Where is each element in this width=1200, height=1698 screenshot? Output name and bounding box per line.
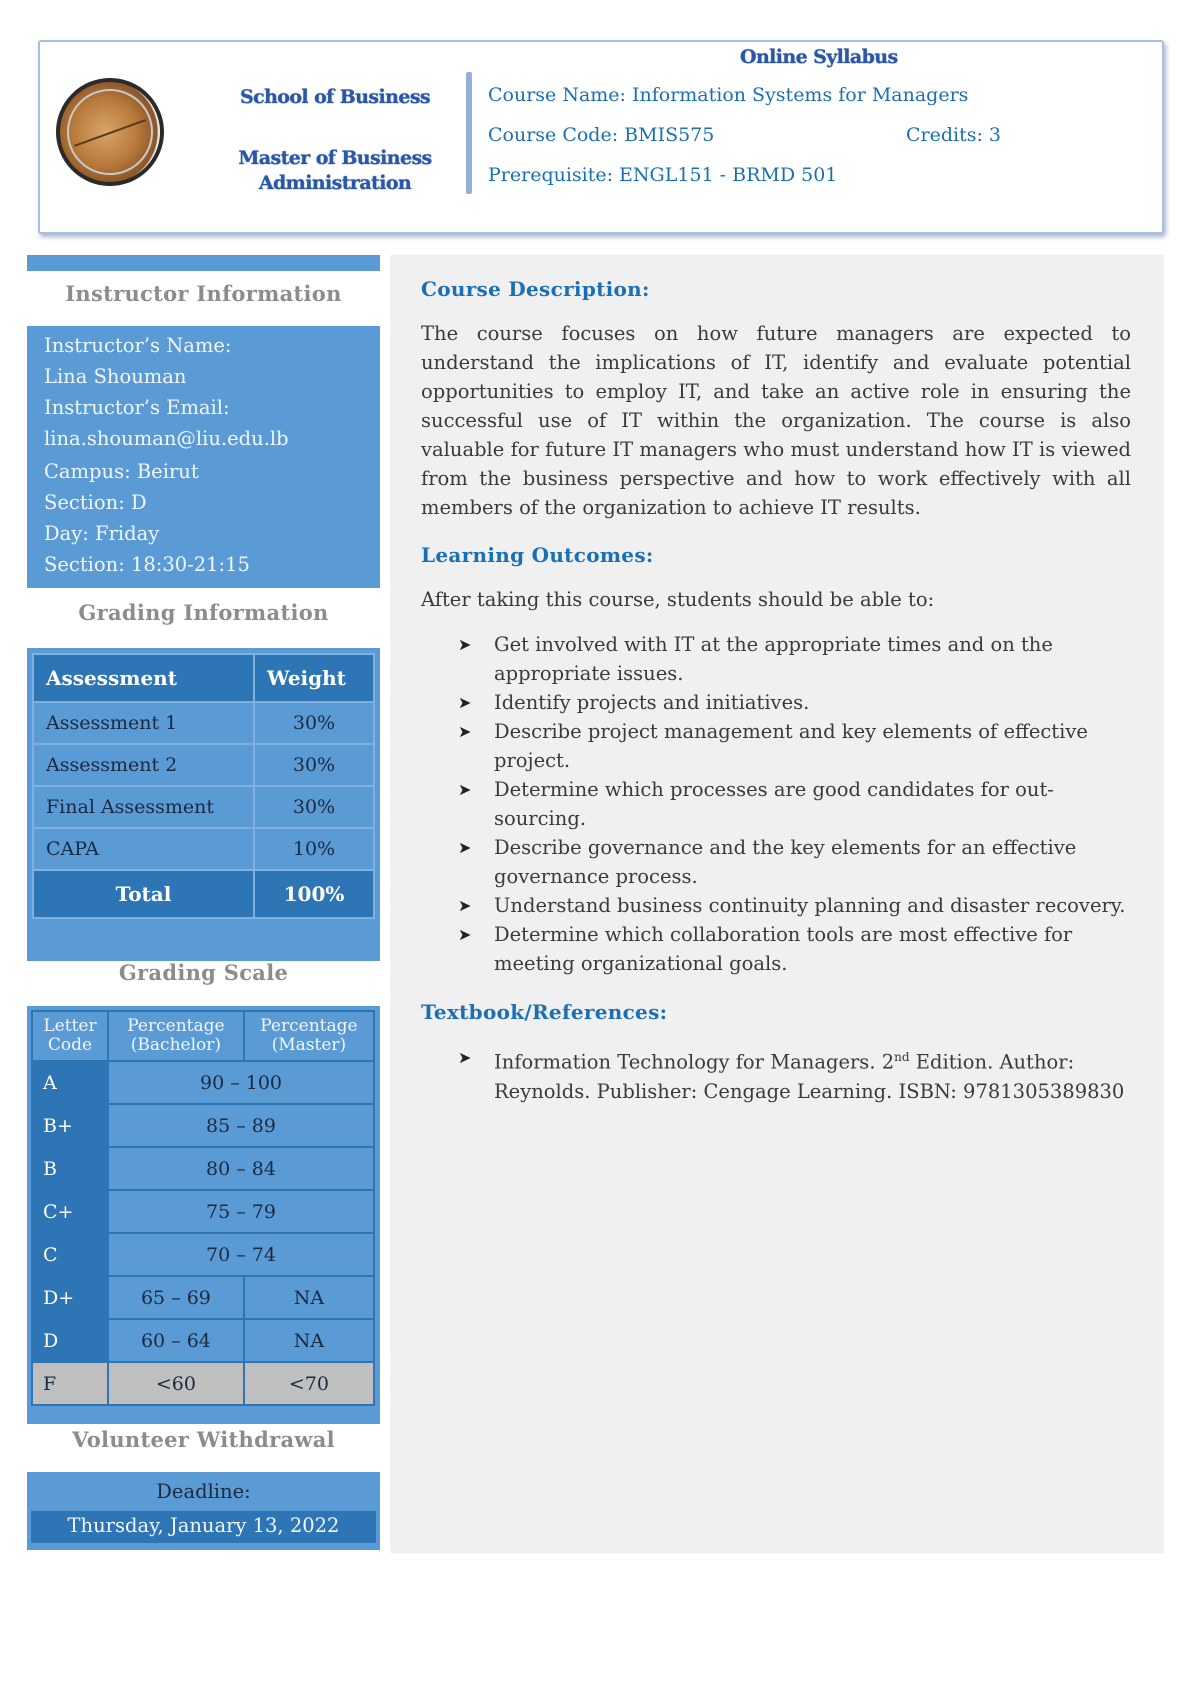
letter-code: C (32, 1233, 108, 1276)
table-row (32, 1276, 374, 1319)
table-row (32, 1233, 374, 1276)
grading-scale-table (31, 1010, 375, 1406)
arrow-bullet-icon: ➤ (458, 925, 472, 944)
scale-section-title: Grading Scale (118, 960, 289, 985)
table-row (32, 1319, 374, 1362)
table-row (32, 1147, 374, 1190)
letter-code: B+ (32, 1104, 108, 1147)
table-row (32, 1061, 374, 1104)
table-row (32, 1104, 374, 1147)
master-range: NA (244, 1319, 374, 1362)
total-row (33, 870, 374, 918)
assessment-weight: 10% (254, 828, 374, 870)
withdrawal-box (27, 1472, 380, 1550)
list-item: ➤ Identify projects and initiatives. (421, 688, 1141, 717)
arrow-bullet-icon: ➤ (458, 693, 472, 712)
list-item: ➤ Understand business continuity planning and disaster recovery. (421, 891, 1141, 920)
letter-code: A (32, 1061, 108, 1104)
school-name: School of Business (239, 86, 431, 108)
table-row (33, 786, 374, 828)
assessment-weight: 30% (254, 702, 374, 744)
percentage-range: 80 – 84 (108, 1147, 374, 1190)
assessment-name: CAPA (33, 828, 254, 870)
instructor-email[interactable]: lina.shouman@liu.edu.lb (44, 427, 289, 450)
textbook-list (421, 1043, 1141, 1106)
online-syllabus-title: Online Syllabus (740, 46, 898, 68)
master-range: NA (244, 1276, 374, 1319)
instructor-section-title: Instructor Information (65, 281, 342, 306)
main-content (390, 255, 1164, 1553)
instructor-name: Lina Shouman (44, 365, 187, 388)
learning-outcomes-intro: After taking this course, students should be able to: (421, 588, 935, 611)
arrow-bullet-icon: ➤ (458, 1048, 472, 1067)
assessment-weight: 30% (254, 786, 374, 828)
master-range: <70 (244, 1362, 374, 1405)
grading-scale-box (27, 1006, 380, 1424)
table-row (33, 744, 374, 786)
list-item: ➤ Describe governance and the key elements for an effective governance process. (421, 833, 1141, 891)
course-description-text: The course focuses on how future managers are expected to understand the implications of IT, identify and evaluate potential opportunities to employ IT, and take an active role in ensuring the successful use of IT within the organization. The course is also valuable for future IT managers who must understand how IT is viewed from the business perspective and how to work effectively with all members of the organization to achieve IT results. (421, 322, 1131, 519)
grading-table-box (27, 648, 380, 961)
grading-table (32, 653, 375, 919)
total-label: Total (33, 870, 254, 918)
arrow-bullet-icon: ➤ (458, 722, 472, 741)
table-row (32, 1190, 374, 1233)
instructor-info-box (27, 326, 380, 588)
campus: Campus: Beirut (44, 460, 199, 483)
grading-header-assessment: Assessment (33, 654, 254, 702)
letter-code: D (32, 1319, 108, 1362)
university-logo-icon (56, 78, 164, 186)
list-item: ➤ Get involved with IT at the appropriate times and on the appropriate issues. (421, 630, 1141, 688)
letter-code: F (32, 1362, 108, 1405)
list-item: ➤ Determine which collaboration tools are most effective for meeting organizational goals. (421, 920, 1141, 978)
assessment-name: Final Assessment (33, 786, 254, 828)
assessment-name: Assessment 1 (33, 702, 254, 744)
table-row (33, 702, 374, 744)
percentage-range: 85 – 89 (108, 1104, 374, 1147)
table-row (32, 1362, 374, 1405)
deadline-date: Thursday, January 13, 2022 (31, 1511, 376, 1543)
bachelor-range: 65 – 69 (108, 1276, 244, 1319)
letter-code: D+ (32, 1276, 108, 1319)
section: Section: D (44, 491, 147, 514)
syllabus-header (38, 40, 1164, 234)
arrow-bullet-icon: ➤ (458, 635, 472, 654)
table-row (33, 828, 374, 870)
list-item: ➤ Describe project management and key elements of effective project. (421, 717, 1141, 775)
bachelor-range: <60 (108, 1362, 244, 1405)
arrow-bullet-icon: ➤ (458, 896, 472, 915)
instructor-name-label: Instructor’s Name: (44, 334, 232, 357)
program-name: Master of Business Administration (238, 147, 432, 194)
day: Day: Friday (44, 522, 160, 545)
bachelor-range: 60 – 64 (108, 1319, 244, 1362)
assessment-name: Assessment 2 (33, 744, 254, 786)
scale-header-bachelor: Percentage (Bachelor) (108, 1011, 244, 1061)
letter-code: B (32, 1147, 108, 1190)
percentage-range: 70 – 74 (108, 1233, 374, 1276)
learning-outcomes-list (421, 630, 1141, 978)
learning-outcomes-heading: Learning Outcomes: (421, 543, 654, 567)
arrow-bullet-icon: ➤ (458, 838, 472, 857)
percentage-range: 75 – 79 (108, 1190, 374, 1233)
textbook-heading: Textbook/References: (421, 1000, 668, 1024)
letter-code: C+ (32, 1190, 108, 1233)
withdrawal-section-title: Volunteer Withdrawal (72, 1427, 335, 1452)
scale-header-letter: Letter Code (32, 1011, 108, 1061)
instructor-email-label: Instructor’s Email: (44, 396, 230, 419)
scale-header-master: Percentage (Master) (244, 1011, 374, 1061)
deadline-label: Deadline: (156, 1480, 251, 1503)
grading-section-title: Grading Information (78, 600, 329, 625)
list-item: ➤ Determine which processes are good candidates for out-sourcing. (421, 775, 1141, 833)
course-code: Course Code: BMIS575 (488, 124, 715, 146)
course-name: Course Name: Information Systems for Managers (488, 84, 969, 106)
arrow-bullet-icon: ➤ (458, 780, 472, 799)
list-item: ➤ Information Technology for Managers. 2nd Edition. Author: Reynolds. Publisher: Cengage Learning. ISBN: 9781305389830 (421, 1043, 1141, 1106)
course-description-heading: Course Description: (421, 277, 650, 301)
sidebar-top-bar (27, 255, 380, 271)
percentage-range: 90 – 100 (108, 1061, 374, 1104)
course-prerequisite: Prerequisite: ENGL151 - BRMD 501 (488, 164, 838, 186)
course-credits: Credits: 3 (906, 124, 1002, 146)
grading-header-weight: Weight (254, 654, 374, 702)
section-time: Section: 18:30-21:15 (44, 553, 250, 576)
header-divider (466, 72, 472, 194)
total-value: 100% (254, 870, 374, 918)
assessment-weight: 30% (254, 744, 374, 786)
